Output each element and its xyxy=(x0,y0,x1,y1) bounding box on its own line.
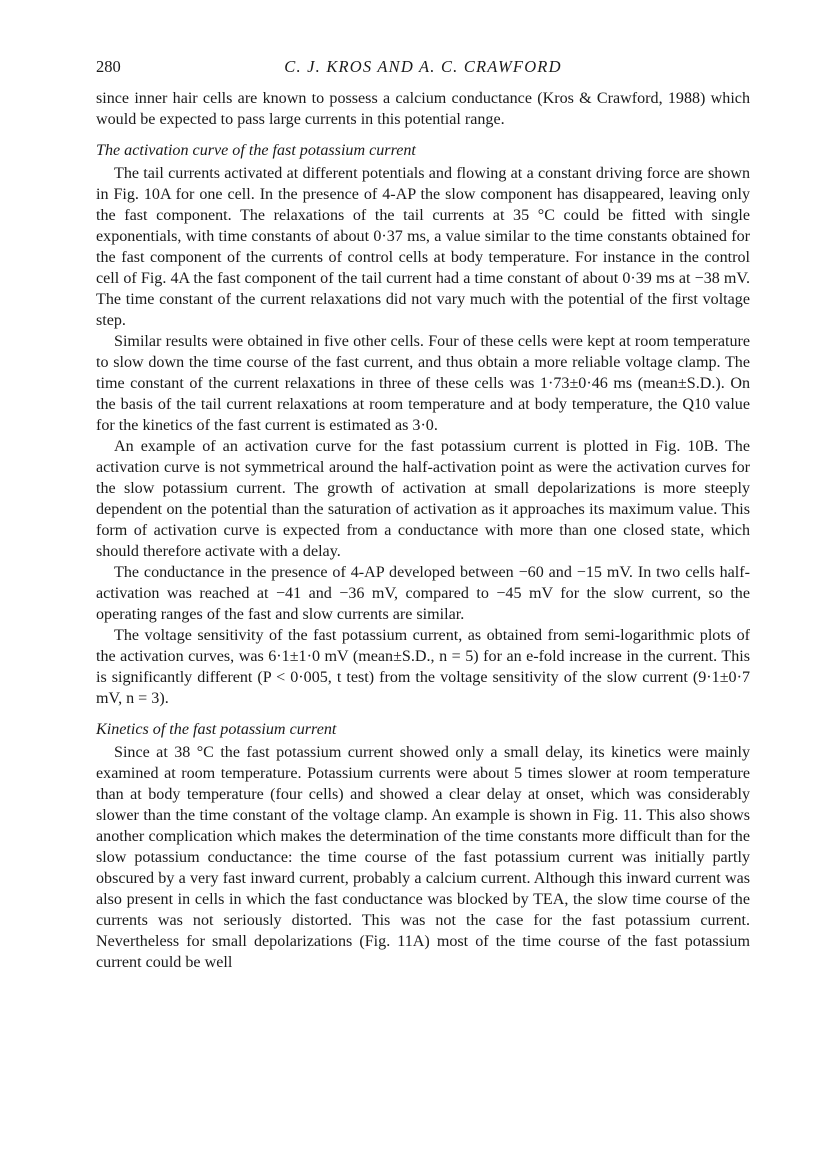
paragraph: Since at 38 °C the fast potassium current showed only a small delay, its kinetics were mainly examined at room temperature. Potassium currents were about 5 times slower at room temperature than at body temperature (four cells) and showed a clear delay at onset, which was considerably slower than the time constant of the voltage clamp. An example is shown in Fig. 11. This also shows another complication which makes the determination of the time constants more difficult than for the slow potassium conductance: the time course of the fast potassium current was initially partly obscured by a very fast inward current, probably a calcium current. Although this inward current was also present in cells in which the fast conductance was blocked by TEA, the slow time course of the currents was not seriously distorted. This was not the case for the fast potassium current. Nevertheless for small depolarizations (Fig. 11A) most of the time course of the fast potassium current could be well xyxy=(96,744,750,971)
running-head-authors: C. J. KROS AND A. C. CRAWFORD xyxy=(284,57,562,76)
paragraph-continued: since inner hair cells are known to possess a calcium conductance (Kros & Crawford, 1988) which would be expected to pass large currents in this potential range. xyxy=(96,90,750,128)
page-number: 280 xyxy=(96,57,121,76)
section-heading-kinetics: Kinetics of the fast potassium current xyxy=(96,721,337,738)
paragraph: The tail currents activated at different potentials and flowing at a constant driving force are shown in Fig. 10A for one cell. In the presence of 4-AP the slow component has disappeared, leaving only the fast component. The relaxations of the tail currents at 35 °C could be fitted with single exponentials, with time constants of about 0·37 ms, a value similar to the time constants obtained for the fast component of the currents of control cells at body temperature. For instance in the control cell of Fig. 4A the fast component of the tail current had a time constant of about 0·39 ms at −38 mV. The time constant of the current relaxations did not vary much with the potential of the first voltage step. xyxy=(96,165,750,329)
page xyxy=(96,56,750,973)
paragraph: An example of an activation curve for the fast potassium current is plotted in Fig. 10B. The activation curve is not symmetrical around the half-activation point as were the activation curves for the slow potassium current. The growth of activation at small depolarizations is more steeply dependent on the potential than the saturation of activation as it approaches its maximum value. This form of activation curve is expected from a conductance with more than one closed state, which should therefore activate with a delay. xyxy=(96,438,750,560)
section-heading-activation-curve: The activation curve of the fast potassium current xyxy=(96,142,416,159)
paragraph: Similar results were obtained in five other cells. Four of these cells were kept at room temperature to slow down the time course of the fast current, and thus obtain a more reliable voltage clamp. The time constant of the current relaxations in three of these cells was 1·73±0·46 ms (mean±S.D.). On the basis of the tail current relaxations at room temperature and at body temperature, the Q10 value for the kinetics of the fast current is estimated as 3·0. xyxy=(96,333,750,434)
paragraph: The voltage sensitivity of the fast potassium current, as obtained from semi-logarithmic plots of the activation curves, was 6·1±1·0 mV (mean±S.D., n = 5) for an e-fold increase in the current. This is significantly different (P < 0·005, t test) from the voltage sensitivity of the slow current (9·1±0·7 mV, n = 3). xyxy=(96,627,750,707)
paragraph: The conductance in the presence of 4-AP developed between −60 and −15 mV. In two cells half-activation was reached at −41 and −36 mV, compared to −45 mV for the slow current, so the operating ranges of the fast and slow currents are similar. xyxy=(96,564,750,623)
running-head xyxy=(96,56,750,82)
